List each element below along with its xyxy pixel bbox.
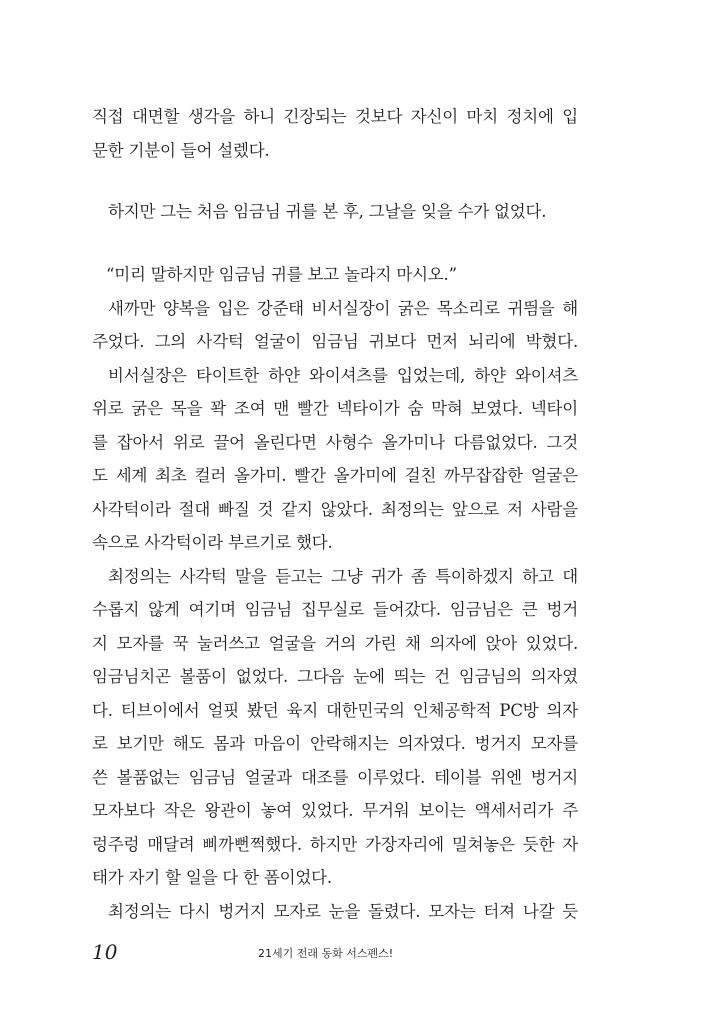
text-line: 새까만 양복을 입은 강준태 비서실장이 굵은 목소리로 귀띔을 해 (108, 298, 578, 318)
text-line: 모자보다 작은 왕관이 놓여 있었다. 무거워 보이는 액세서리가 주 (92, 801, 578, 820)
paragraph-3 (92, 258, 578, 928)
text-line: 쓴 볼품없는 임금님 얼굴과 대조를 이루었다. 테이블 위엔 벙거지 (92, 767, 578, 787)
text-line: 수롭지 않게 여기며 임금님 집무실로 들어갔다. 임금님은 큰 벙거 (92, 600, 578, 619)
text-line: 최정의는 다시 벙거지 모자로 눈을 돌렸다. 모자는 터져 나갈 듯 (108, 901, 578, 921)
text-line: 직접 대면할 생각을 하니 긴장되는 것보다 자신이 마치 정치에 입 (92, 107, 578, 126)
text-line: 비서실장은 타이트한 하얀 와이셔츠를 입었는데, 하얀 와이셔츠 (108, 365, 578, 385)
text-line: 로 보기만 해도 몸과 마음이 안락해지는 의자였다. 벙거지 모자를 (92, 734, 578, 753)
text-line: 최정의는 사각턱 말을 듣고는 그냥 귀가 좀 특이하겠지 하고 대 (108, 566, 578, 586)
text-line: 를 잡아서 위로 끌어 올린다면 사형수 올가미나 다름없었다. 그것 (92, 432, 578, 452)
text-line: 도 세계 최초 컬러 올가미. 빨간 올가미에 걸친 까무잡잡한 얼굴은 (92, 466, 578, 485)
text-line: 위로 굵은 목을 꽉 조여 맨 빨간 넥타이가 숨 막혀 보였다. 넥타이 (92, 399, 578, 418)
text-line: 주었다. 그의 사각턱 얼굴이 임금님 귀보다 먼저 뇌리에 박혔다. (92, 332, 578, 351)
paragraph-1 (92, 100, 578, 167)
text-line: “미리 말하지만 임금님 귀를 보고 놀라지 마시오.” (106, 265, 457, 284)
text-line: 하지만 그는 처음 임금님 귀를 본 후, 그날을 잊을 수가 없었다. (108, 202, 547, 221)
text-line: 임금님치곤 볼품이 없었다. 그다음 눈에 띄는 건 임금님의 의자였 (92, 667, 578, 686)
text-line: 태가 자기 할 일을 다 한 폼이었다. (92, 868, 332, 887)
page-number: 10 (92, 940, 118, 964)
paragraph-2 (92, 195, 578, 229)
text-line: 사각턱이라 절대 빠질 것 같지 않았다. 최정의는 앞으로 저 사람을 (92, 499, 578, 519)
text-line: 다. 티브이에서 얼핏 봤던 육지 대한민국의 인체공학적 PC방 의자 (92, 700, 578, 720)
running-title: 21세기 전래 동화 서스펜스! (258, 947, 394, 960)
text-line: 렁주렁 매달려 삐까뻔쩍했다. 하지만 가장자리에 밀쳐놓은 듯한 자 (92, 834, 578, 854)
text-line: 지 모자를 꾹 눌러쓰고 얼굴을 거의 가린 채 의자에 앉아 있었다. (92, 633, 578, 653)
text-line: 문한 기분이 들어 설렜다. (92, 140, 270, 160)
text-line: 속으로 사각턱이라 부르기로 했다. (92, 533, 333, 552)
